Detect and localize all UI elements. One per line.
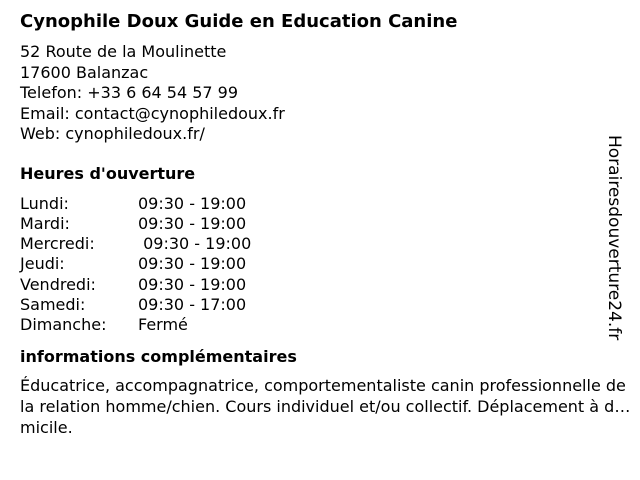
hours-row-lundi	[20, 194, 610, 214]
web-line: Web: cynophiledoux.fr/	[20, 124, 205, 143]
day-label: Mercredi:	[20, 234, 95, 254]
hours-row-jeudi	[20, 254, 610, 274]
day-hours: 09:30 - 17:00	[138, 294, 247, 314]
day-hours: 09:30 - 19:00	[138, 213, 247, 233]
day-label: Dimanche:	[20, 315, 107, 335]
phone-line: Telefon: +33 6 64 54 57 99	[20, 83, 239, 102]
day-hours: 09:30 - 19:00	[138, 254, 247, 274]
info-title: informations complémentaires	[20, 346, 297, 366]
info-description: Éducatrice, accompagnatrice, comportementaliste canin professionnelle de la relation homme/chien. Cours individuel et/ou collectif. Déplacement à domicile.	[20, 375, 626, 437]
hours-title: Heures d'ouverture	[20, 163, 196, 183]
email-line: Email: contact@cynophiledoux.fr	[20, 103, 285, 123]
day-label: Samedi:	[20, 294, 86, 314]
day-hours: 09:30 - 19:00	[138, 193, 247, 213]
day-label: Mardi:	[20, 213, 70, 233]
hours-row-mercredi	[20, 234, 610, 254]
hours-row-samedi	[20, 295, 610, 315]
day-label: Jeudi:	[20, 254, 65, 274]
day-hours: 09:30 - 19:00	[138, 234, 252, 254]
day-hours: Fermé	[138, 315, 188, 335]
hours-row-mardi	[20, 214, 610, 234]
hours-table	[20, 194, 610, 336]
day-hours: 09:30 - 19:00	[138, 274, 247, 294]
day-label: Lundi:	[20, 193, 69, 213]
hours-row-vendredi	[20, 275, 610, 295]
watermark-text: Horairesdouverture24.fr	[604, 135, 624, 341]
contact-block	[20, 42, 610, 145]
address-city: 17600 Balanzac	[20, 62, 149, 82]
address-street: 52 Route de la Moulinette	[20, 42, 227, 61]
hours-row-dimanche	[20, 315, 610, 335]
day-label: Vendredi:	[20, 274, 96, 294]
business-name: Cynophile Doux Guide en Education Canine	[20, 11, 458, 32]
